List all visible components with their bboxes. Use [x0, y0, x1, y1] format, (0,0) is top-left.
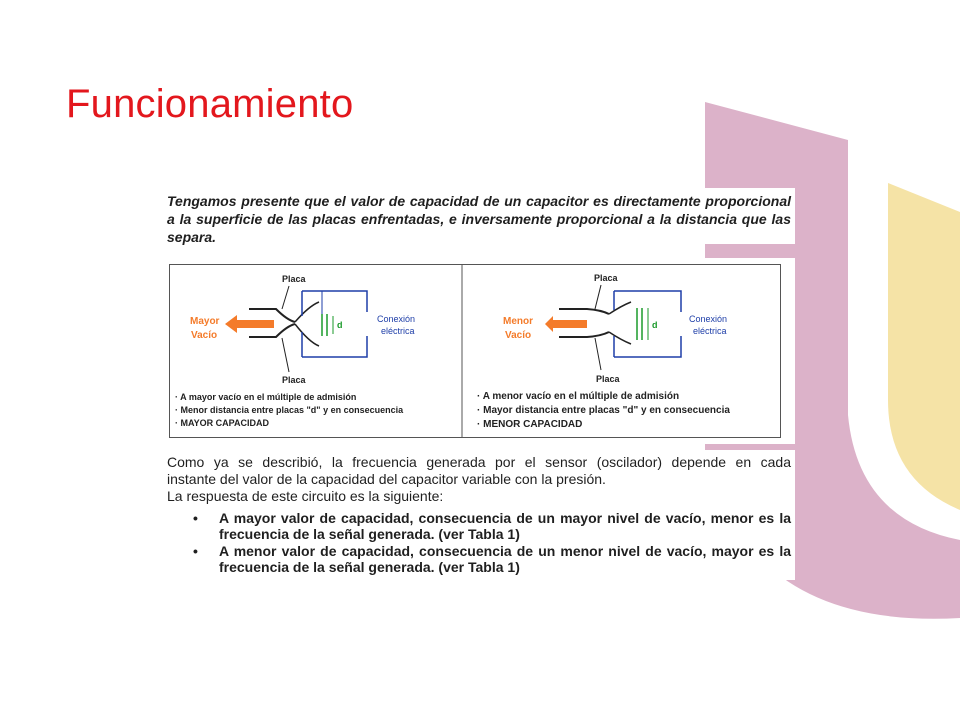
intro-paragraph: Tengamos presente que el valor de capacidad de un capacitor es directamente proporcional a la superficie de las placas enfrentadas, e inversamente proporcional a la distancia que las separa.	[167, 193, 791, 245]
bullet-text: A mayor valor de capacidad, consecuencia de un mayor nivel de vacío, menor es la frecuencia de la señal generada. (ver Tabla 1)	[219, 510, 791, 542]
left-note-2: · Menor distancia entre placas "d" y en consecuencia	[175, 405, 404, 415]
capacitor-figure	[169, 264, 781, 438]
bullet-text: A menor valor de capacidad, consecuencia de un menor nivel de vacío, mayor es la frecuencia de la señal generada. (ver Tabla 1)	[219, 543, 791, 575]
list-item	[167, 543, 791, 575]
connection-label-1: Conexión	[377, 314, 416, 324]
list-item	[167, 510, 791, 542]
slide-title: Funcionamiento	[66, 82, 354, 126]
plate-bottom-label: Placa	[282, 375, 306, 385]
bullet-icon: •	[193, 543, 198, 559]
vacuum-label-1: Mayor	[190, 316, 220, 327]
vacuum-label-2: Vacío	[505, 330, 532, 341]
left-note-3: · MAYOR CAPACIDAD	[175, 418, 270, 428]
right-note-3: · MENOR CAPACIDAD	[477, 419, 583, 430]
plate-top-label: Placa	[594, 273, 618, 283]
connection-label-2: eléctrica	[381, 326, 415, 336]
body-line-1: Como ya se describió, la frecuencia generada por el sensor (oscilador) depende en cada	[167, 454, 791, 470]
gap-label: d	[337, 320, 343, 330]
left-note-1: · A mayor vacío en el múltiple de admisión	[175, 392, 357, 402]
connection-label-2: eléctrica	[693, 326, 727, 336]
right-note-2: · Mayor distancia entre placas "d" y en consecuencia	[477, 405, 730, 416]
bullet-list	[167, 510, 791, 576]
body-line-2: instante del valor de la capacidad del capacitor variable con la presión.	[167, 471, 606, 487]
connection-label-1: Conexión	[689, 314, 728, 324]
right-note-1: · A menor vacío en el múltiple de admisión	[477, 391, 680, 402]
vacuum-label-2: Vacío	[191, 330, 218, 341]
plate-bottom-label: Placa	[596, 374, 620, 384]
gap-label: d	[652, 320, 658, 330]
body-line-3: La respuesta de este circuito es la siguiente:	[167, 488, 444, 504]
vacuum-label-1: Menor	[503, 316, 533, 327]
plate-top-label: Placa	[282, 274, 306, 284]
body-paragraph	[167, 454, 791, 505]
bullet-icon: •	[193, 510, 198, 526]
yellow-arc-shape	[888, 183, 960, 510]
